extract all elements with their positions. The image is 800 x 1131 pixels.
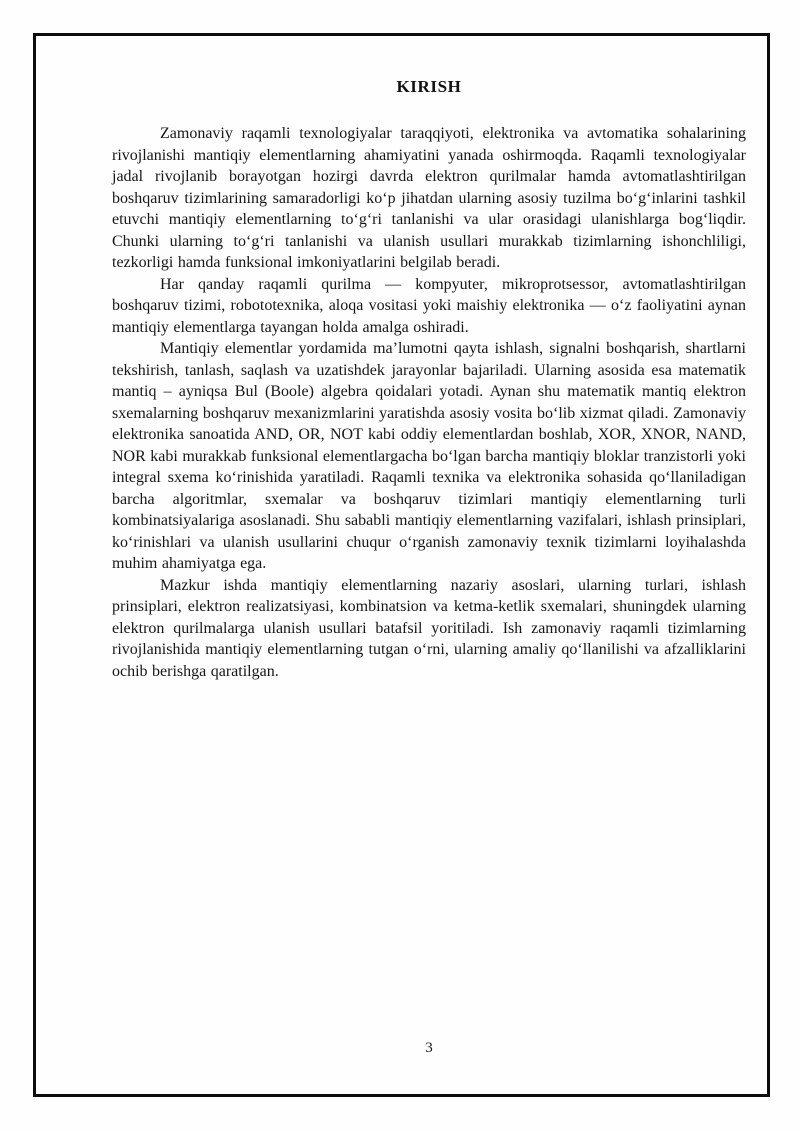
body-paragraph-1: Zamonaviy raqamli texnologiyalar taraqqiyoti, elektronika va avtomatika sohalarining rivojlanishi mantiqiy elementlarning ahamiyatini yanada oshirmoqda. Raqamli texnologiyalar jadal rivojlanib borayotgan hozirgi davrda elektron qurilmalar hamda avtomatlashtirilgan boshqaruv tizimlarining samaradorligi ko‘p jihatdan ularning asosiy tuzilma bo‘g‘inlarini tashkil etuvchi mantiqiy elementlarning to‘g‘ri tanlanishi va ular orasidagi ulanishlarga bog‘liqdir. Chunki ularning to‘g‘ri tanlanishi va ulanish usullari murakkab tizimlarning ishonchliligi, tezkorligi hamda funksional imkoniyatlarini belgilab beradi. [112, 125, 746, 271]
page-number: 3 [425, 1040, 433, 1056]
body-paragraph-3: Mantiqiy elementlar yordamida ma’lumotni qayta ishlash, signalni boshqarish, shartlarni tekshirish, tanlash, saqlash va uzatishdek jarayonlar bajariladi. Ularning asosida esa matematik mantiq – ayniqsa Bul (Boole) algebra qoidalari yotadi. Aynan shu matematik mantiq elektron sxemalarning boshqaruv mexanizmlarini yaratishda asosiy vosita bo‘lib xizmat qiladi. Zamonaviy elektronika sanoatida AND, OR, NOT kabi oddiy elementlardan boshlab, XOR, XNOR, NAND, NOR kabi murakkab funksional elementlargacha bo‘lgan barcha mantiqiy bloklar tranzistorli yoki integral sxema ko‘rinishida yaratiladi. Raqamli texnika va elektronika sohasida qo‘llaniladigan barcha algoritmlar, sxemalar va boshqaruv tizimlari mantiqiy elementlarning turli kombinatsiyalariga asoslanadi. Shu sababli mantiqiy elementlarning vazifalari, ishlash prinsiplari, ko‘rinishlari va ulanish usullarini chuqur o‘rganish zamonaviy texnik tizimlarni loyihalashda muhim ahamiyatga ega. [112, 340, 746, 572]
body-paragraph-4: Mazkur ishda mantiqiy elementlarning nazariy asoslari, ularning turlari, ishlash prinsiplari, elektron realizatsiyasi, kombinatsion va ketma-ketlik sxemalari, shuningdek ularning elektron qurilmalarga ulanish usullari batafsil yoritiladi. Ish zamonaviy raqamli tizimlarning rivojlanishida mantiqiy elementlarning tutgan o‘rni, ularning amaliy qo‘llanilishi va afzalliklarini ochib berishga qaratilgan. [112, 576, 746, 680]
body-paragraph-2: Har qanday raqamli qurilma — kompyuter, mikroprotsessor, avtomatlashtirilgan boshqaruv tizimi, robototexnika, aloqa vositasi yoki maishiy elektronika — o‘z faoliyatini aynan mantiqiy elementlarga tayangan holda amalga oshiradi. [112, 275, 746, 336]
page-content [112, 0, 746, 682]
page-title: KIRISH [396, 77, 462, 96]
body-text [112, 123, 746, 682]
